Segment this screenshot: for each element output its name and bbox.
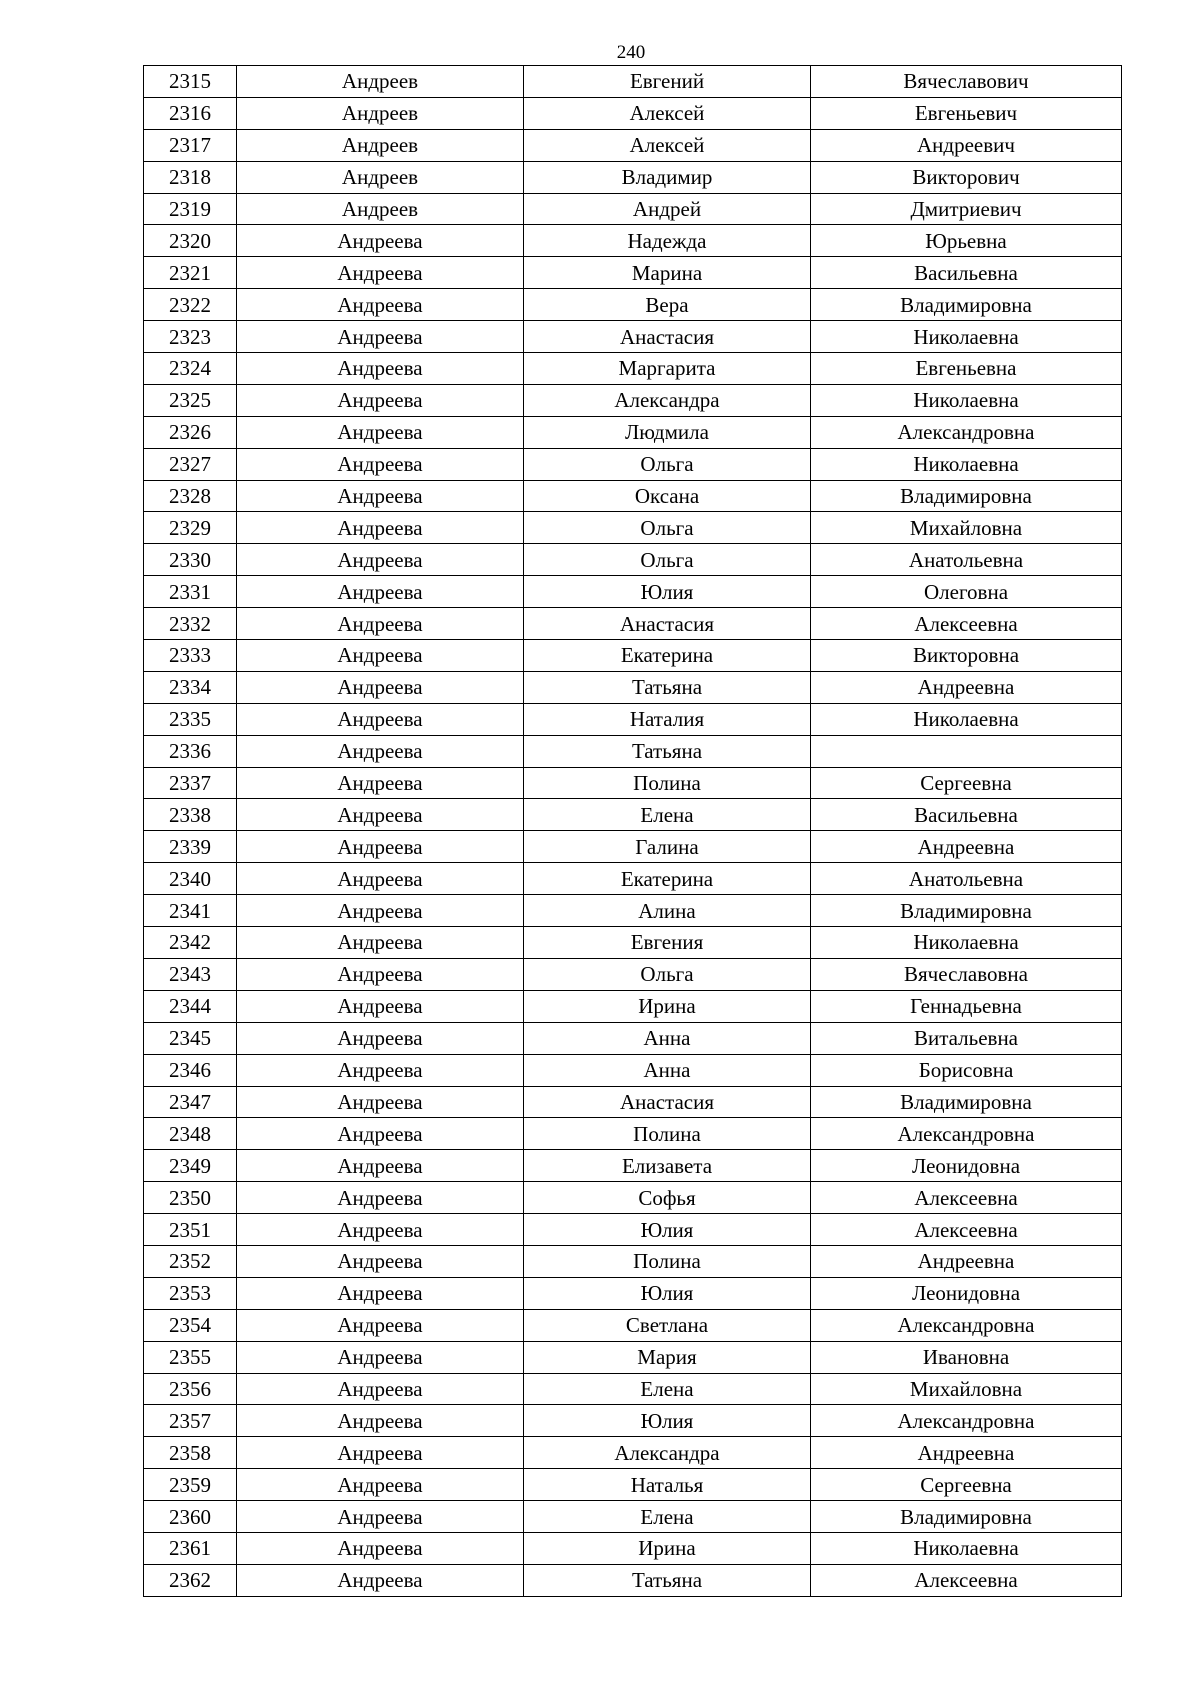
patronymic-cell: Анатольевна xyxy=(811,863,1122,895)
table-row xyxy=(144,1501,1122,1533)
table-row xyxy=(144,544,1122,576)
patronymic-cell: Александровна xyxy=(811,1405,1122,1437)
patronymic-cell: Витальевна xyxy=(811,1022,1122,1054)
row-number-cell: 2357 xyxy=(144,1405,237,1437)
first-name-cell: Оксана xyxy=(524,480,811,512)
last-name-cell: Андреева xyxy=(237,608,524,640)
row-number-cell: 2350 xyxy=(144,1182,237,1214)
first-name-cell: Анна xyxy=(524,1022,811,1054)
first-name-cell: Юлия xyxy=(524,1405,811,1437)
first-name-cell: Юлия xyxy=(524,1214,811,1246)
last-name-cell: Андреева xyxy=(237,1373,524,1405)
row-number-cell: 2344 xyxy=(144,990,237,1022)
last-name-cell: Андреев xyxy=(237,97,524,129)
table-row xyxy=(144,1564,1122,1596)
patronymic-cell: Андреевна xyxy=(811,1437,1122,1469)
table-row xyxy=(144,384,1122,416)
last-name-cell: Андреева xyxy=(237,480,524,512)
table-row xyxy=(144,1469,1122,1501)
first-name-cell: Татьяна xyxy=(524,735,811,767)
patronymic-cell: Борисовна xyxy=(811,1054,1122,1086)
last-name-cell: Андреева xyxy=(237,863,524,895)
last-name-cell: Андреева xyxy=(237,1501,524,1533)
row-number-cell: 2331 xyxy=(144,576,237,608)
first-name-cell: Татьяна xyxy=(524,671,811,703)
patronymic-cell: Николаевна xyxy=(811,321,1122,353)
table-row xyxy=(144,321,1122,353)
patronymic-cell: Александровна xyxy=(811,416,1122,448)
last-name-cell: Андреева xyxy=(237,990,524,1022)
first-name-cell: Елена xyxy=(524,1501,811,1533)
last-name-cell: Андреева xyxy=(237,544,524,576)
table-row xyxy=(144,576,1122,608)
row-number-cell: 2324 xyxy=(144,353,237,385)
table-row xyxy=(144,289,1122,321)
patronymic-cell: Михайловна xyxy=(811,1373,1122,1405)
row-number-cell: 2321 xyxy=(144,257,237,289)
last-name-cell: Андреева xyxy=(237,1118,524,1150)
first-name-cell: Владимир xyxy=(524,161,811,193)
patronymic-cell: Николаевна xyxy=(811,703,1122,735)
patronymic-cell: Васильевна xyxy=(811,257,1122,289)
patronymic-cell: Юрьевна xyxy=(811,225,1122,257)
last-name-cell: Андреев xyxy=(237,66,524,98)
last-name-cell: Андреева xyxy=(237,1054,524,1086)
table-row xyxy=(144,1182,1122,1214)
table-row xyxy=(144,225,1122,257)
last-name-cell: Андреева xyxy=(237,1309,524,1341)
patronymic-cell: Сергеевна xyxy=(811,1469,1122,1501)
first-name-cell: Евгения xyxy=(524,927,811,959)
first-name-cell: Марина xyxy=(524,257,811,289)
first-name-cell: Анастасия xyxy=(524,1086,811,1118)
table-row xyxy=(144,416,1122,448)
first-name-cell: Наталия xyxy=(524,703,811,735)
first-name-cell: Надежда xyxy=(524,225,811,257)
patronymic-cell: Викторовна xyxy=(811,640,1122,672)
row-number-cell: 2329 xyxy=(144,512,237,544)
patronymic-cell: Андреевна xyxy=(811,1245,1122,1277)
table-row xyxy=(144,895,1122,927)
table-row xyxy=(144,831,1122,863)
first-name-cell: Алексей xyxy=(524,129,811,161)
first-name-cell: Юлия xyxy=(524,576,811,608)
table-row xyxy=(144,1437,1122,1469)
table-row xyxy=(144,1214,1122,1246)
last-name-cell: Андреева xyxy=(237,576,524,608)
first-name-cell: Ольга xyxy=(524,544,811,576)
patronymic-cell: Вячеславовна xyxy=(811,958,1122,990)
row-number-cell: 2361 xyxy=(144,1532,237,1564)
first-name-cell: Людмила xyxy=(524,416,811,448)
table-row xyxy=(144,1118,1122,1150)
table-row xyxy=(144,735,1122,767)
last-name-cell: Андреева xyxy=(237,1245,524,1277)
table-row xyxy=(144,863,1122,895)
table-row xyxy=(144,448,1122,480)
row-number-cell: 2333 xyxy=(144,640,237,672)
last-name-cell: Андреева xyxy=(237,735,524,767)
row-number-cell: 2328 xyxy=(144,480,237,512)
row-number-cell: 2354 xyxy=(144,1309,237,1341)
first-name-cell: Вера xyxy=(524,289,811,321)
names-table xyxy=(143,65,1122,1597)
first-name-cell: Анастасия xyxy=(524,321,811,353)
last-name-cell: Андреева xyxy=(237,1277,524,1309)
first-name-cell: Полина xyxy=(524,767,811,799)
table-row xyxy=(144,1054,1122,1086)
patronymic-cell: Сергеевна xyxy=(811,767,1122,799)
row-number-cell: 2362 xyxy=(144,1564,237,1596)
last-name-cell: Андреева xyxy=(237,767,524,799)
table-row xyxy=(144,640,1122,672)
last-name-cell: Андреева xyxy=(237,1150,524,1182)
first-name-cell: Мария xyxy=(524,1341,811,1373)
row-number-cell: 2355 xyxy=(144,1341,237,1373)
first-name-cell: Ольга xyxy=(524,958,811,990)
patronymic-cell xyxy=(811,735,1122,767)
last-name-cell: Андреева xyxy=(237,1437,524,1469)
last-name-cell: Андреева xyxy=(237,1532,524,1564)
table-row xyxy=(144,129,1122,161)
row-number-cell: 2347 xyxy=(144,1086,237,1118)
last-name-cell: Андреева xyxy=(237,384,524,416)
patronymic-cell: Николаевна xyxy=(811,448,1122,480)
page-number: 240 xyxy=(616,42,646,63)
first-name-cell: Евгений xyxy=(524,66,811,98)
last-name-cell: Андреев xyxy=(237,193,524,225)
patronymic-cell: Алексеевна xyxy=(811,1564,1122,1596)
first-name-cell: Анастасия xyxy=(524,608,811,640)
patronymic-cell: Николаевна xyxy=(811,927,1122,959)
table-row xyxy=(144,1022,1122,1054)
row-number-cell: 2335 xyxy=(144,703,237,735)
first-name-cell: Полина xyxy=(524,1118,811,1150)
first-name-cell: Наталья xyxy=(524,1469,811,1501)
last-name-cell: Андреева xyxy=(237,321,524,353)
row-number-cell: 2339 xyxy=(144,831,237,863)
first-name-cell: Светлана xyxy=(524,1309,811,1341)
first-name-cell: Александра xyxy=(524,384,811,416)
last-name-cell: Андреева xyxy=(237,703,524,735)
row-number-cell: 2325 xyxy=(144,384,237,416)
first-name-cell: Андрей xyxy=(524,193,811,225)
row-number-cell: 2332 xyxy=(144,608,237,640)
first-name-cell: Александра xyxy=(524,1437,811,1469)
patronymic-cell: Леонидовна xyxy=(811,1150,1122,1182)
table-row xyxy=(144,1532,1122,1564)
row-number-cell: 2348 xyxy=(144,1118,237,1150)
row-number-cell: 2360 xyxy=(144,1501,237,1533)
first-name-cell: Ирина xyxy=(524,1532,811,1564)
last-name-cell: Андреева xyxy=(237,353,524,385)
patronymic-cell: Анатольевна xyxy=(811,544,1122,576)
last-name-cell: Андреева xyxy=(237,895,524,927)
row-number-cell: 2349 xyxy=(144,1150,237,1182)
table-row xyxy=(144,1245,1122,1277)
table-row xyxy=(144,799,1122,831)
row-number-cell: 2327 xyxy=(144,448,237,480)
table-row xyxy=(144,990,1122,1022)
patronymic-cell: Владимировна xyxy=(811,1501,1122,1533)
table-row xyxy=(144,1277,1122,1309)
last-name-cell: Андреева xyxy=(237,927,524,959)
names-table-body xyxy=(144,66,1122,1597)
row-number-cell: 2343 xyxy=(144,958,237,990)
patronymic-cell: Андреевна xyxy=(811,831,1122,863)
table-row xyxy=(144,97,1122,129)
patronymic-cell: Евгеньевич xyxy=(811,97,1122,129)
patronymic-cell: Владимировна xyxy=(811,480,1122,512)
last-name-cell: Андреева xyxy=(237,1469,524,1501)
row-number-cell: 2337 xyxy=(144,767,237,799)
last-name-cell: Андреева xyxy=(237,1182,524,1214)
patronymic-cell: Михайловна xyxy=(811,512,1122,544)
first-name-cell: Татьяна xyxy=(524,1564,811,1596)
patronymic-cell: Олеговна xyxy=(811,576,1122,608)
last-name-cell: Андреева xyxy=(237,799,524,831)
row-number-cell: 2318 xyxy=(144,161,237,193)
first-name-cell: Ольга xyxy=(524,512,811,544)
patronymic-cell: Александровна xyxy=(811,1309,1122,1341)
row-number-cell: 2346 xyxy=(144,1054,237,1086)
last-name-cell: Андреева xyxy=(237,1214,524,1246)
row-number-cell: 2316 xyxy=(144,97,237,129)
first-name-cell: Алина xyxy=(524,895,811,927)
table-row xyxy=(144,703,1122,735)
table-row xyxy=(144,480,1122,512)
patronymic-cell: Владимировна xyxy=(811,1086,1122,1118)
table-row xyxy=(144,767,1122,799)
last-name-cell: Андреева xyxy=(237,512,524,544)
row-number-cell: 2340 xyxy=(144,863,237,895)
row-number-cell: 2317 xyxy=(144,129,237,161)
row-number-cell: 2356 xyxy=(144,1373,237,1405)
last-name-cell: Андреева xyxy=(237,831,524,863)
row-number-cell: 2341 xyxy=(144,895,237,927)
table-row xyxy=(144,671,1122,703)
patronymic-cell: Дмитриевич xyxy=(811,193,1122,225)
table-row xyxy=(144,1150,1122,1182)
first-name-cell: Елена xyxy=(524,1373,811,1405)
table-row xyxy=(144,193,1122,225)
last-name-cell: Андреева xyxy=(237,448,524,480)
table-row xyxy=(144,66,1122,98)
last-name-cell: Андреева xyxy=(237,1086,524,1118)
table-row xyxy=(144,1309,1122,1341)
last-name-cell: Андреева xyxy=(237,671,524,703)
first-name-cell: Юлия xyxy=(524,1277,811,1309)
row-number-cell: 2336 xyxy=(144,735,237,767)
last-name-cell: Андреева xyxy=(237,289,524,321)
last-name-cell: Андреева xyxy=(237,1564,524,1596)
table-row xyxy=(144,958,1122,990)
last-name-cell: Андреева xyxy=(237,1341,524,1373)
table-row xyxy=(144,1086,1122,1118)
table-row xyxy=(144,927,1122,959)
patronymic-cell: Васильевна xyxy=(811,799,1122,831)
first-name-cell: Анна xyxy=(524,1054,811,1086)
row-number-cell: 2345 xyxy=(144,1022,237,1054)
table-row xyxy=(144,257,1122,289)
table-row xyxy=(144,1405,1122,1437)
row-number-cell: 2330 xyxy=(144,544,237,576)
table-row xyxy=(144,1373,1122,1405)
table-row xyxy=(144,161,1122,193)
row-number-cell: 2358 xyxy=(144,1437,237,1469)
last-name-cell: Андреева xyxy=(237,1405,524,1437)
last-name-cell: Андреева xyxy=(237,958,524,990)
first-name-cell: Ольга xyxy=(524,448,811,480)
row-number-cell: 2338 xyxy=(144,799,237,831)
table-row xyxy=(144,608,1122,640)
patronymic-cell: Андреевич xyxy=(811,129,1122,161)
patronymic-cell: Владимировна xyxy=(811,895,1122,927)
row-number-cell: 2359 xyxy=(144,1469,237,1501)
row-number-cell: 2315 xyxy=(144,66,237,98)
row-number-cell: 2352 xyxy=(144,1245,237,1277)
last-name-cell: Андреев xyxy=(237,161,524,193)
first-name-cell: Маргарита xyxy=(524,353,811,385)
row-number-cell: 2322 xyxy=(144,289,237,321)
patronymic-cell: Владимировна xyxy=(811,289,1122,321)
first-name-cell: Галина xyxy=(524,831,811,863)
patronymic-cell: Вячеславович xyxy=(811,66,1122,98)
row-number-cell: 2351 xyxy=(144,1214,237,1246)
row-number-cell: 2323 xyxy=(144,321,237,353)
patronymic-cell: Алексеевна xyxy=(811,608,1122,640)
table-row xyxy=(144,512,1122,544)
last-name-cell: Андреев xyxy=(237,129,524,161)
patronymic-cell: Андреевна xyxy=(811,671,1122,703)
patronymic-cell: Ивановна xyxy=(811,1341,1122,1373)
first-name-cell: Алексей xyxy=(524,97,811,129)
patronymic-cell: Александровна xyxy=(811,1118,1122,1150)
first-name-cell: Ирина xyxy=(524,990,811,1022)
patronymic-cell: Леонидовна xyxy=(811,1277,1122,1309)
patronymic-cell: Алексеевна xyxy=(811,1214,1122,1246)
last-name-cell: Андреева xyxy=(237,640,524,672)
table-row xyxy=(144,1341,1122,1373)
last-name-cell: Андреева xyxy=(237,416,524,448)
last-name-cell: Андреева xyxy=(237,225,524,257)
first-name-cell: Елизавета xyxy=(524,1150,811,1182)
patronymic-cell: Николаевна xyxy=(811,384,1122,416)
first-name-cell: Екатерина xyxy=(524,863,811,895)
patronymic-cell: Викторович xyxy=(811,161,1122,193)
patronymic-cell: Алексеевна xyxy=(811,1182,1122,1214)
patronymic-cell: Геннадьевна xyxy=(811,990,1122,1022)
row-number-cell: 2342 xyxy=(144,927,237,959)
last-name-cell: Андреева xyxy=(237,257,524,289)
first-name-cell: Елена xyxy=(524,799,811,831)
last-name-cell: Андреева xyxy=(237,1022,524,1054)
patronymic-cell: Евгеньевна xyxy=(811,353,1122,385)
row-number-cell: 2353 xyxy=(144,1277,237,1309)
patronymic-cell: Николаевна xyxy=(811,1532,1122,1564)
row-number-cell: 2319 xyxy=(144,193,237,225)
first-name-cell: Софья xyxy=(524,1182,811,1214)
first-name-cell: Екатерина xyxy=(524,640,811,672)
row-number-cell: 2326 xyxy=(144,416,237,448)
row-number-cell: 2320 xyxy=(144,225,237,257)
first-name-cell: Полина xyxy=(524,1245,811,1277)
table-row xyxy=(144,353,1122,385)
row-number-cell: 2334 xyxy=(144,671,237,703)
